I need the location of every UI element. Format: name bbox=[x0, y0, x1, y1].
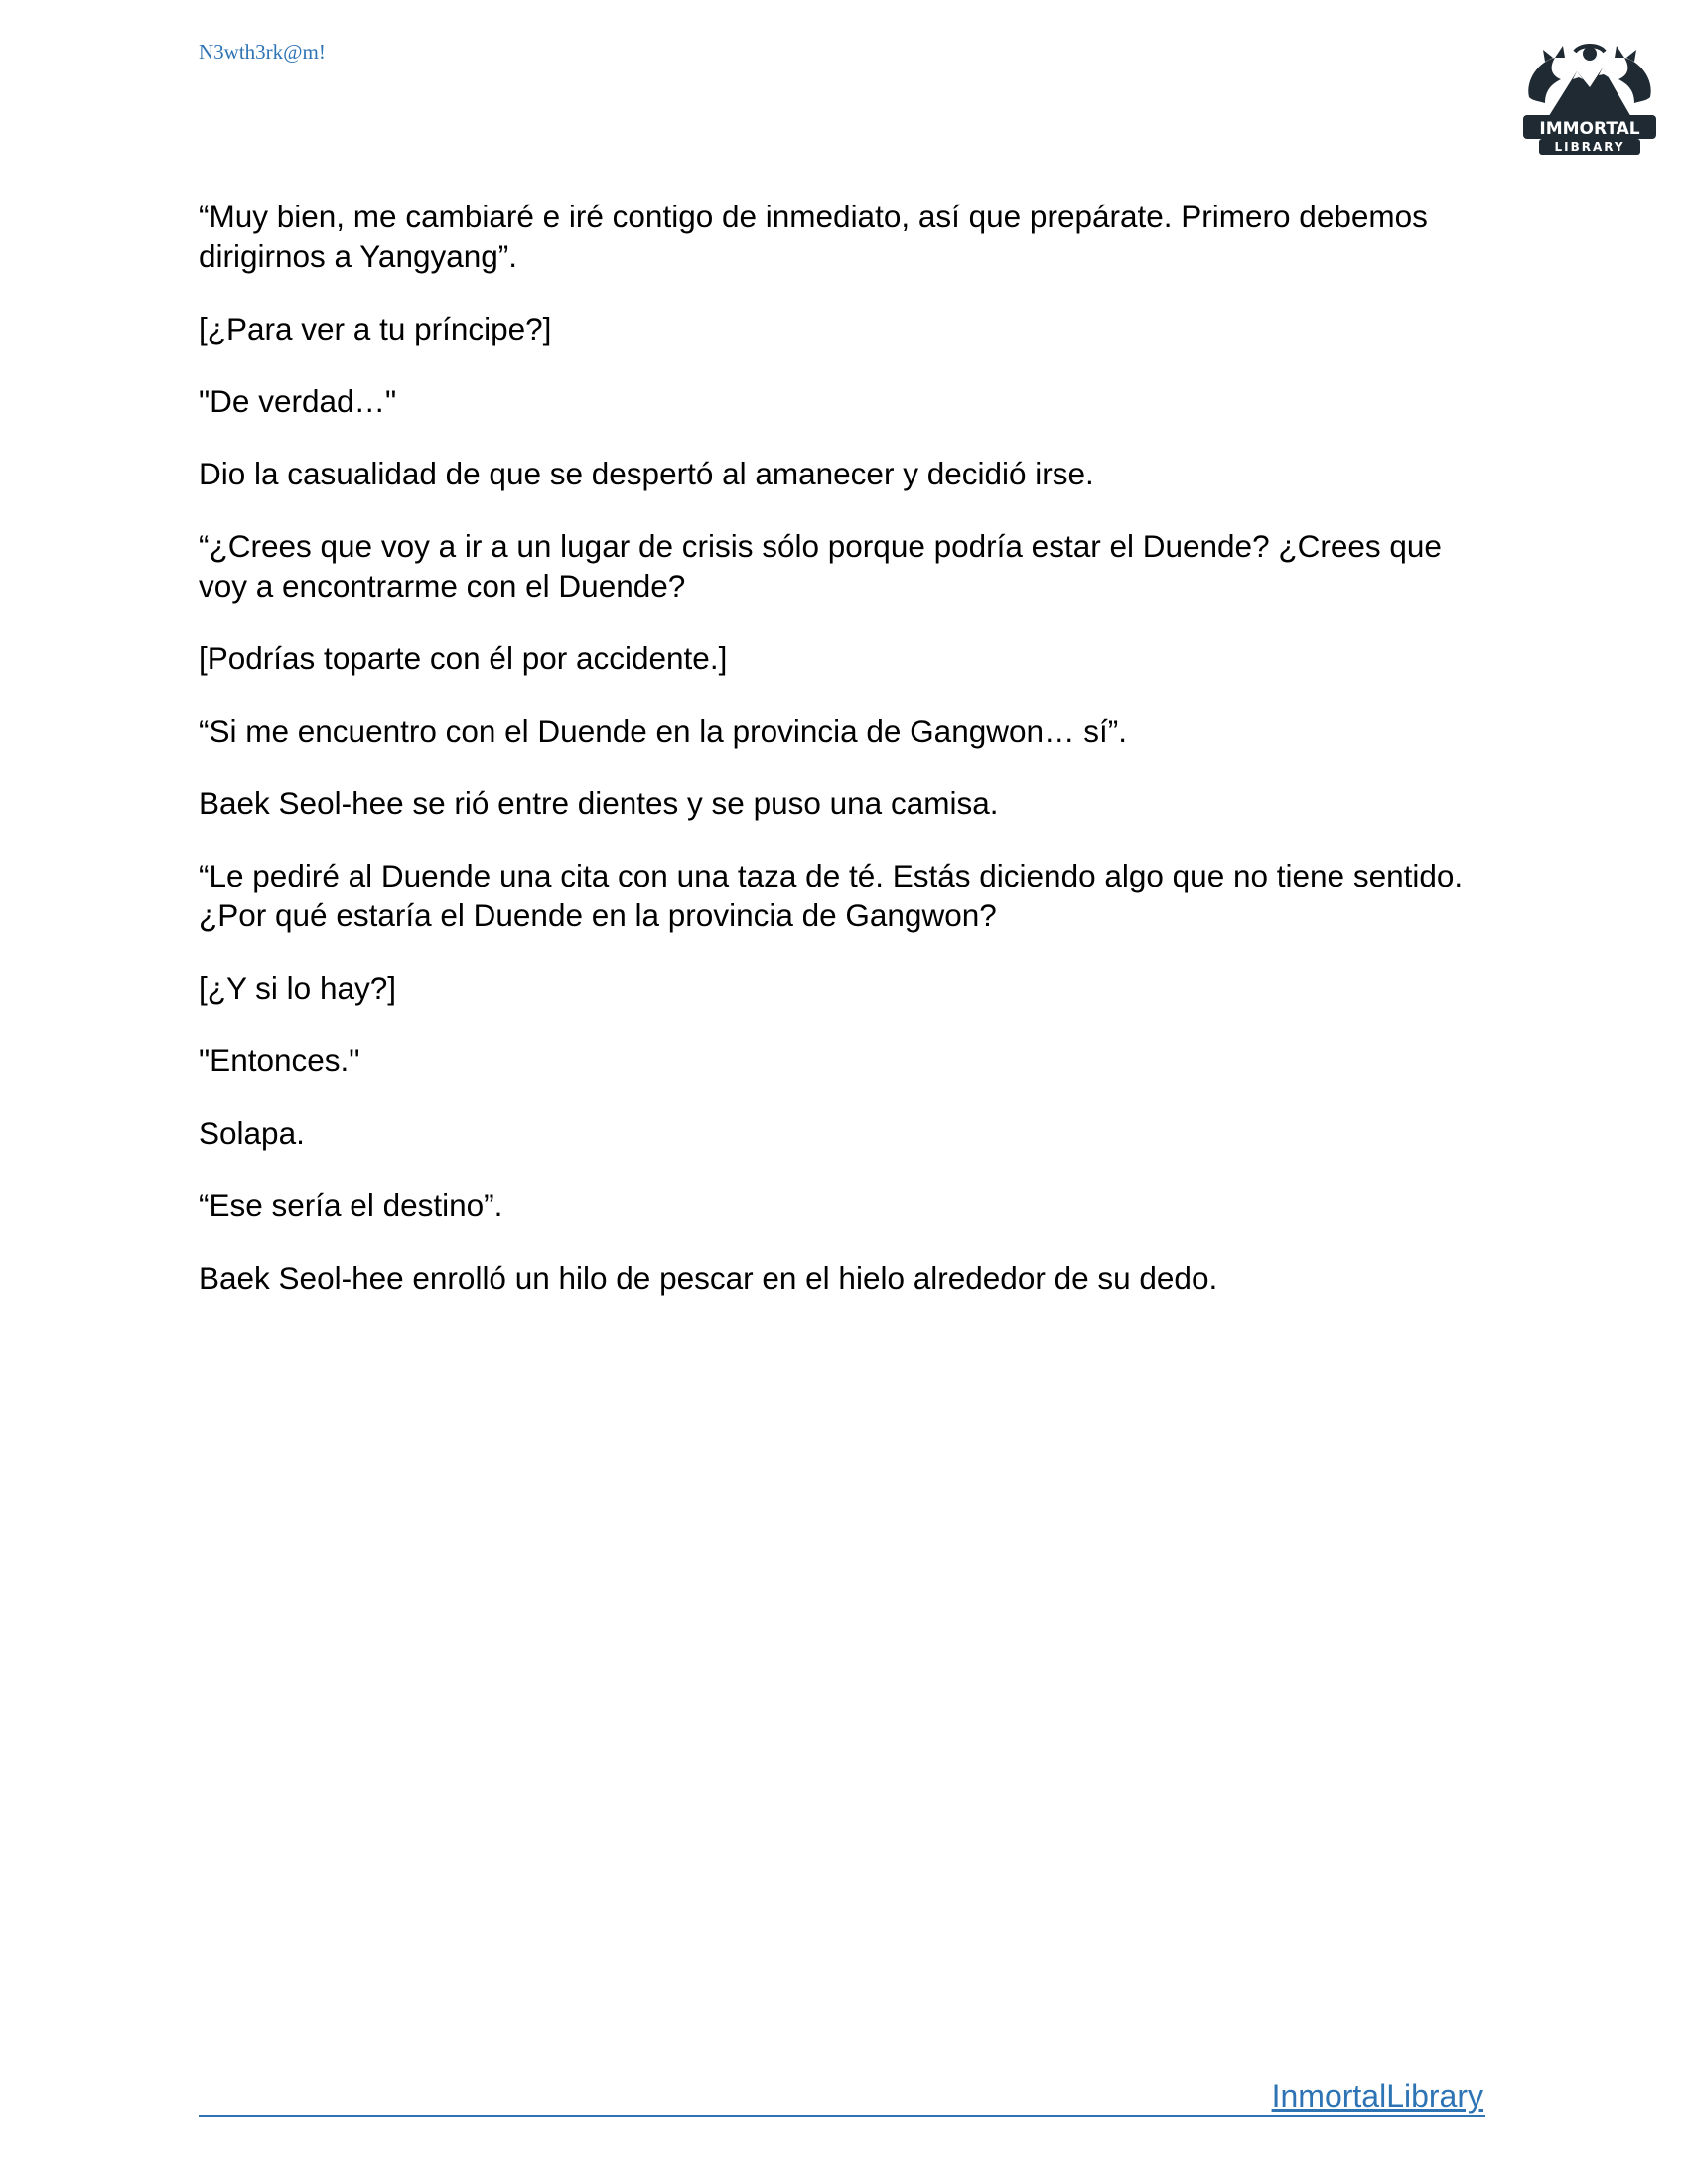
dragon-right-icon bbox=[1618, 58, 1651, 103]
immortal-library-logo bbox=[1515, 28, 1664, 167]
logo-text-line2: LIBRARY bbox=[1554, 140, 1625, 154]
paragraph: Baek Seol-hee se rió entre dientes y se puso una camisa. bbox=[199, 785, 999, 821]
paragraph: [Podrías toparte con él por accidente.] bbox=[199, 640, 728, 676]
paragraph: “Si me encuentro con el Duende en la provincia de Gangwon… sí”. bbox=[199, 713, 1128, 749]
header-watermark: N3wth3rk@m! bbox=[199, 40, 326, 64]
paragraph: "De verdad…" bbox=[199, 383, 397, 419]
paragraph: "Entonces." bbox=[199, 1042, 360, 1078]
footer-divider bbox=[199, 2115, 1485, 2117]
paragraph: Dio la casualidad de que se despertó al amanecer y decidió irse. bbox=[199, 456, 1094, 491]
paragraph: “Le pediré al Duende una cita con una taza de té. Estás diciendo algo que no tiene sentido. ¿Por qué estaría el Duende en la provincia de Gangwon? bbox=[199, 858, 1464, 933]
mountain-icon bbox=[1547, 68, 1632, 119]
logo-text-line1: IMMORTAL bbox=[1539, 119, 1640, 139]
footer-link[interactable]: InmortalLibrary bbox=[1271, 2078, 1483, 2114]
paragraph: [¿Para ver a tu príncipe?] bbox=[199, 311, 552, 346]
paragraph: “Ese sería el destino”. bbox=[199, 1187, 503, 1223]
chapter-text bbox=[199, 197, 1479, 1330]
dragon-left-icon bbox=[1528, 58, 1561, 103]
paragraph: [¿Y si lo hay?] bbox=[199, 970, 397, 1006]
paragraph: Baek Seol-hee enrolló un hilo de pescar en el hielo alrededor de su dedo. bbox=[199, 1260, 1218, 1296]
paragraph: “¿Crees que voy a ir a un lugar de crisis sólo porque podría estar el Duende? ¿Crees que voy a encontrarme con el Duende? bbox=[199, 528, 1442, 604]
paragraph: Solapa. bbox=[199, 1115, 305, 1151]
paragraph: “Muy bien, me cambiaré e iré contigo de inmediato, así que prepárate. Primero debemos dirigirnos a Yangyang”. bbox=[199, 199, 1428, 274]
